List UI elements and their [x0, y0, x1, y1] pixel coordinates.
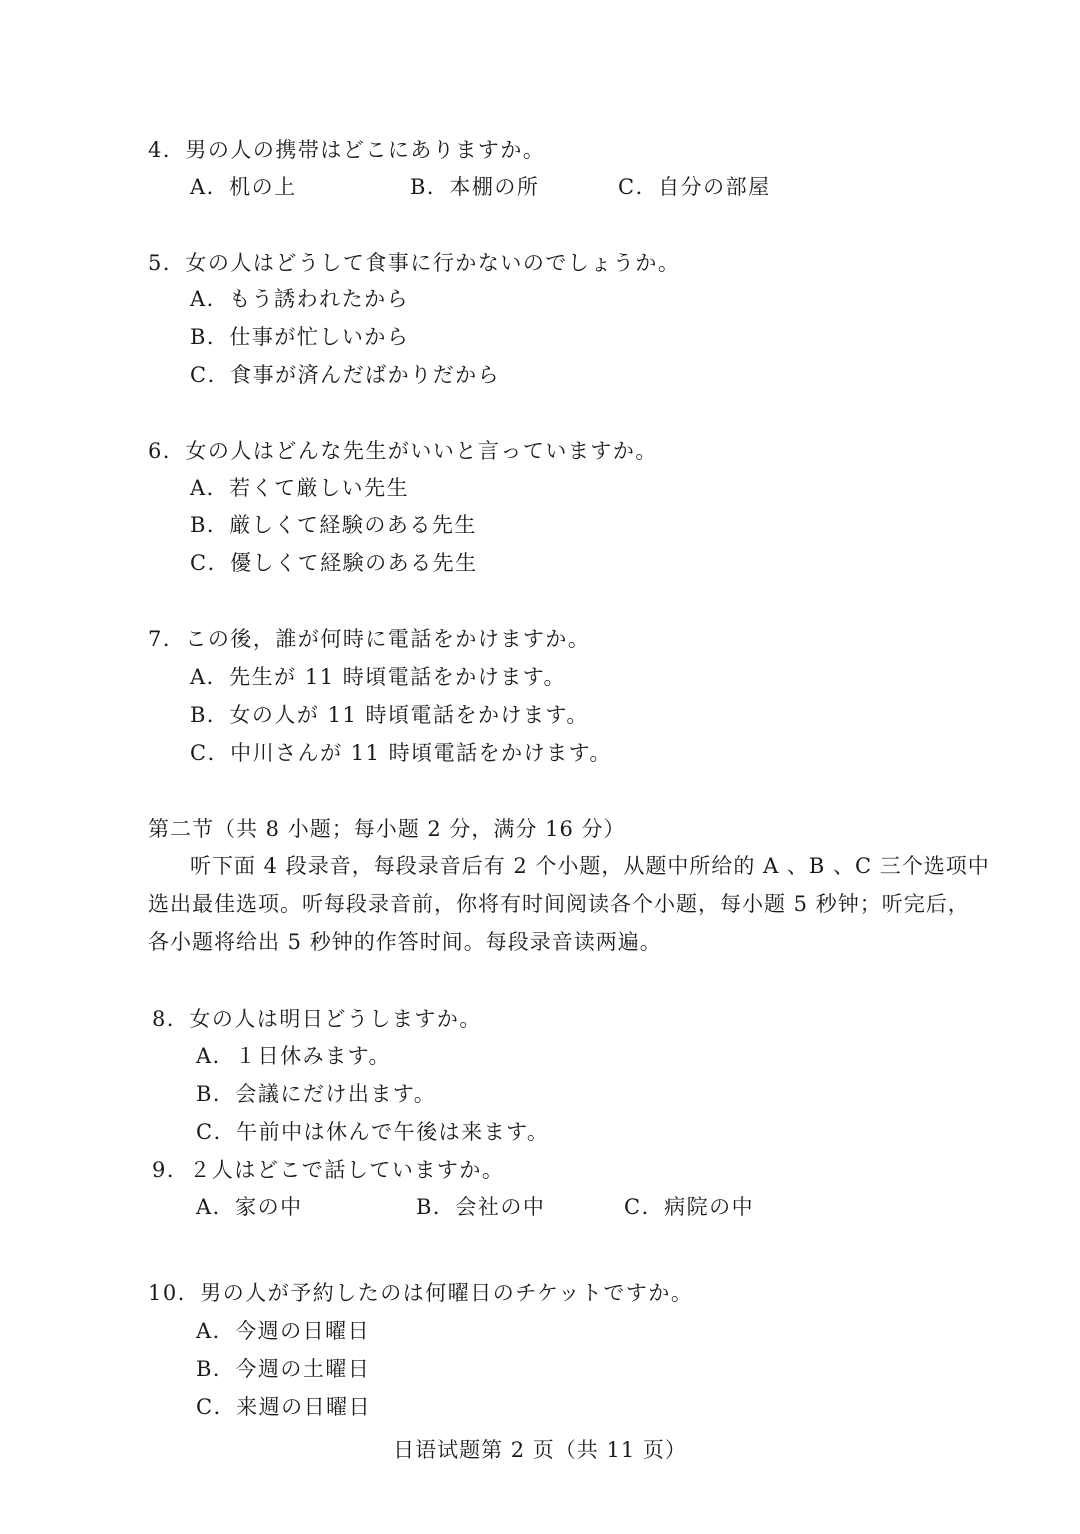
question-8-option-b: B．会議にだけ出ます。 — [196, 1082, 437, 1106]
question-8-stem: 8．女の人は明日どうしますか。 — [152, 1007, 482, 1031]
question-8-option-a: A．１日休みます。 — [196, 1044, 391, 1068]
question-6-stem: 6．女の人はどんな先生がいいと言っていますか。 — [148, 439, 658, 463]
question-5-option-a: A．もう誘われたから — [190, 287, 410, 311]
page-footer: 日语试题第 2 页（共 11 页） — [393, 1438, 687, 1462]
question-9-option-b: B．会社の中 — [416, 1195, 546, 1219]
question-9-option-a: A．家の中 — [196, 1195, 303, 1219]
question-7-option-a: A．先生が 11 時頃電話をかけます。 — [190, 665, 567, 689]
question-5-option-c: C．食事が済んだばかりだから — [190, 363, 501, 387]
question-4-option-b: B．本棚の所 — [410, 175, 540, 199]
section-2-instructions-line-3: 各小题将给出 5 秒钟的作答时间。每段录音读两遍。 — [148, 930, 662, 954]
question-6-option-c: C．優しくて経験のある先生 — [190, 551, 478, 575]
question-10-option-b: B．今週の土曜日 — [196, 1357, 371, 1381]
question-6-option-a: A．若くて厳しい先生 — [190, 476, 410, 500]
question-9-stem: 9．２人はどこで話していますか。 — [152, 1158, 505, 1182]
question-6-option-b: B．厳しくて経験のある先生 — [190, 513, 477, 537]
question-10-option-a: A．今週の日曜日 — [196, 1319, 371, 1343]
section-2-instructions-line-2: 选出最佳选项。听每段录音前，你将有时间阅读各个小题，每小题 5 秒钟；听完后， — [148, 892, 970, 916]
question-7-stem: 7．この後，誰が何時に電話をかけますか。 — [148, 627, 591, 651]
question-8-option-c: C．午前中は休んで午後は来ます。 — [196, 1120, 550, 1144]
section-2-heading: 第二节（共 8 小题；每小题 2 分，满分 16 分） — [148, 817, 626, 841]
question-4-stem: 4．男の人の携帯はどこにありますか。 — [148, 138, 546, 162]
section-2-instructions-line-1: 听下面 4 段录音，每段录音后有 2 个小题，从题中所给的 A 、B 、C 三个选项中 — [190, 854, 990, 878]
question-10-option-c: C．来週の日曜日 — [196, 1395, 372, 1419]
question-5-stem: 5．女の人はどうして食事に行かないのでしょうか。 — [148, 251, 681, 275]
question-4-option-a: A．机の上 — [190, 175, 297, 199]
question-7-option-c: C．中川さんが 11 時頃電話をかけます。 — [190, 741, 612, 765]
question-7-option-b: B．女の人が 11 時頃電話をかけます。 — [190, 703, 589, 727]
question-5-option-b: B．仕事が忙しいから — [190, 325, 410, 349]
question-9-option-c: C．病院の中 — [624, 1195, 755, 1219]
question-4-option-c: C．自分の部屋 — [618, 175, 771, 199]
question-10-stem: 10．男の人が予約したのは何曜日のチケットですか。 — [148, 1281, 694, 1305]
